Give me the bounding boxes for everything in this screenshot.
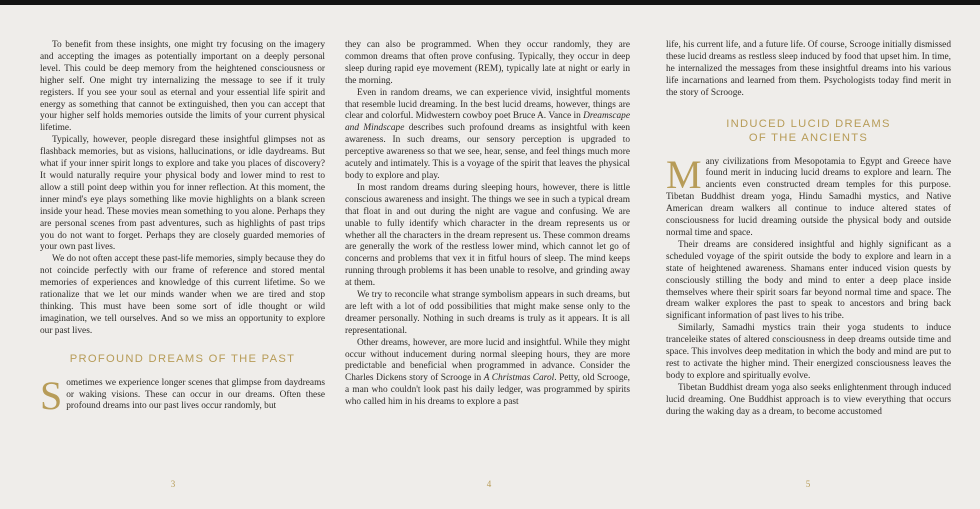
page-5-column — [666, 40, 951, 418]
heading-line: INDUCED LUCID DREAMS — [726, 117, 891, 130]
paragraph — [345, 338, 630, 409]
paragraph: they can also be programmed. When they occur randomly, they are common dreams that often prove confusing. Typically, they occur in deep sleep during rapid eye movement (REM), typically late at night or early in the morning. — [345, 40, 630, 86]
book-title: Dreamscape and Mindscape — [345, 111, 630, 134]
paragraph-text: ometimes we experience longer scenes that glimpse from daydreams or waking visions. These can occur in our dreams. Often these profound dreams into our past lives occur randomly, but — [66, 377, 325, 412]
page-3-column — [40, 40, 325, 418]
paragraph-with-dropcap — [40, 372, 325, 418]
drop-cap: M — [666, 151, 702, 197]
page-number-3: 3 — [170, 479, 176, 489]
section-heading-profound-dreams: PROFOUND DREAMS OF THE PAST — [69, 352, 296, 365]
paragraph: Similarly, Samadhi mystics train their yoga students to induce tranceleike states of altered consciousness in deep dreams outside time and space. This involves deep meditation in which the body and mind are put to rest to activate the higher mind. Their energized consciousness leaves the body to explore and spiritually evolve. — [666, 323, 951, 381]
page-number-4: 4 — [486, 479, 492, 489]
top-border — [0, 0, 980, 5]
drop-cap: S — [40, 372, 63, 418]
paragraph: Tibetan Buddhist dream yoga also seeks enlightenment through induced lucid dreaming. One Buddhist approach is to view everything that occurs during the waking day as a dream, to become accustomed — [666, 382, 951, 417]
paragraph-text: Other dreams, however, are more lucid and insightful. While they might occur without inducement during normal sleeping hours, they are more predictable and beneficial when programmed in advance. Consider the Charles Dickens story of Scrooge in — [345, 337, 630, 384]
paragraph-text: Even in random dreams, we can experience vivid, insightful moments that resemble lucid dreaming. In the best lucid dreams, however, things are clear and colorful. Midwestern cowboy poet Bruce A. Vance in — [345, 87, 630, 122]
heading-line: OF THE ANCIENTS — [748, 131, 869, 144]
paragraph: life, his current life, and a future life. Of course, Scrooge initially dismissed these lucid dreams as restless sleep induced by food that upset him. In time, he internalized the messages from these insightful dreams into his various life incarnations and learned from them. Psychologists today find merit in the story of Scrooge. — [666, 40, 951, 98]
paragraph-text: . Petty, old Scrooge, a man who couldn't look past his daily ledger, was programmed by spirits who called him in his dreams to explore a past — [345, 373, 630, 408]
paragraph: Typically, however, people disregard these insightful glimpses not as flashback memories, but as visions, hallucinations, or idle daydreams. But what if your inner spirit longs to explore and take you places of discovery? It would naturally require your physical body and lower mind to rest to allow a still point deep within you for inner reflection. At this moment, the inner mind's eye plays something like movie highlights on a blank screen inside your head. These movies mean something to you alone. Perhaps they are personal scenes from past adventures, such as highlights of past trips you do not want to forget. Perhaps they are closely guarded memories of your own past lives. — [40, 135, 325, 253]
page-number-5: 5 — [805, 479, 811, 489]
paragraph: Their dreams are considered insightful and highly significant as a scheduled voyage of the spirit outside the body to explore and learn in a state of heightened awareness. Shamans enter induced vision quests by consciously stilling the body and mind to enter a deep place inside themselves where their spirit soars far beyond normal time and space. The dream walker explores the past to speak to ancestors and bring back significant information of past lives to his tribe. — [666, 239, 951, 322]
book-title: A Christmas Carol — [483, 373, 555, 384]
paragraph-text: any civilizations from Mesopotamia to Egypt and Greece have found merit in inducing lucid dreams to explore and learn. The ancients even constructed dream temples for this purpose. Tibetan Buddhist dream yoga, Hindu Samadhi mystics, and Native American dream walkers all continue to induce altered states of consciousness for lucid dreaming outside the physical body and outside normal time and space. — [666, 156, 951, 238]
paragraph: In most random dreams during sleeping hours, however, there is little conscious awareness and insight. The things we see in such a typical dream that float in and out during the night are vague and confusing. We are unable to fully identify which character in the dream represents us or whether all the characters in the dream represent us. These common dreams are generally the work of the restless lower mind, which cannot let go of concerns and problems that vex it in fitful hours of sleep. The mind keeps running through problems it has been unable to resolve, and grinding away at them. — [345, 182, 630, 289]
paragraph — [345, 88, 630, 183]
section-heading-induced-lucid-dreams — [666, 117, 951, 145]
paragraph: To benefit from these insights, one might try focusing on the imagery and accepting the images as potentially important on a deeply personal level. This could be deep memory from the heightened consciousness or higher self. One might try internalizing the message to see if it truly registers. If you see your soul as eternal and your essential life spirit and energy as something that cannot be extinguished, then you can accept that your higher self holds memories outside the limits of your current physical lifetime. — [40, 40, 325, 134]
paragraph: We try to reconcile what strange symbolism appears in such dreams, but are left with a lot of odd possibilities that might make sense only to the dreamer personally. Nothing in such dreams is truly as it appears. It is all representational. — [345, 290, 630, 336]
page-4-column — [345, 40, 630, 409]
paragraph-text: describes such profound dreams as insightful with keen awareness. In such dreams, our sensory perception is upgraded to perceptive awareness so that we see, hear, sense, and feel things much more acutely and intimately. This is a voyage of the spirit that leaves the physical body to explore and play. — [345, 123, 631, 181]
paragraph: We do not often accept these past-life memories, simply because they do not coincide perfectly with our frame of reference and stored mental memories of experiences and knowledge of this current lifetime. So we rationalize that we let our minds wander when we are tired and stop thinking. This must have been some sort of idle thought or wild imagination, we tell ourselves. And so we miss an opportunity to explore our past lives. — [40, 254, 325, 336]
paragraph-with-dropcap — [666, 151, 951, 240]
